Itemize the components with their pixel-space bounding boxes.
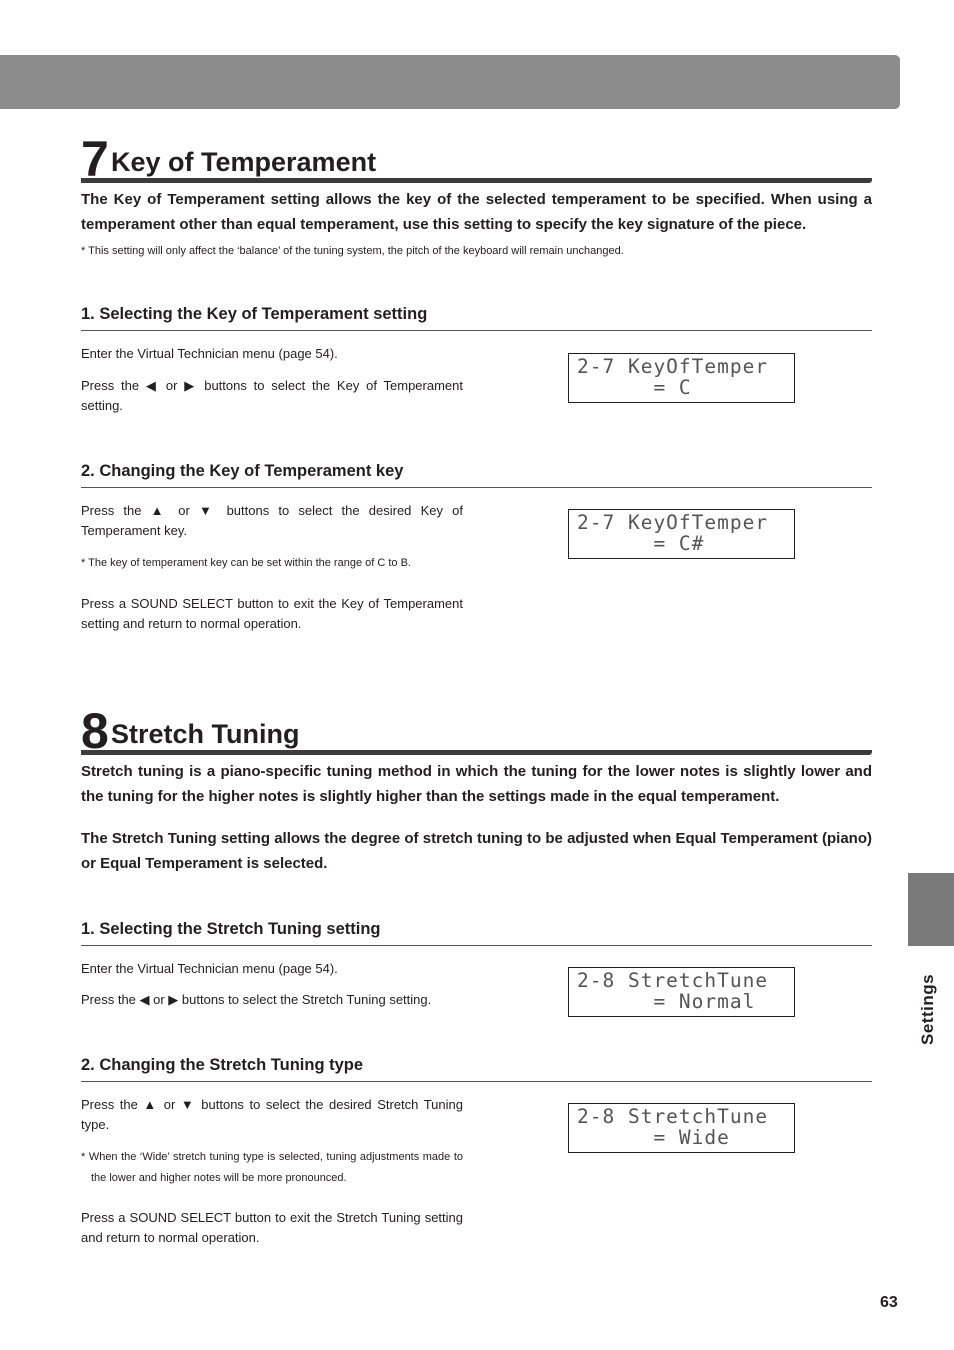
instruction-text: Press a SOUND SELECT button to exit the Stretch Tuning setting and return to normal operation. — [81, 1210, 463, 1245]
lcd-line-2: = C — [577, 376, 692, 399]
instruction-text: Press the ◀ or ▶ buttons to select the Stretch Tuning setting. — [81, 992, 432, 1007]
section-title: Key of Temperament — [111, 147, 377, 178]
instruction-note: * The key of temperament key can be set within the range of C to B. — [81, 557, 411, 569]
section-number: 7 — [81, 131, 108, 187]
instruction-text: Press the ▲ or ▼ buttons to select the desired Key of Temperament key. — [81, 503, 463, 538]
chapter-tab — [908, 873, 954, 946]
header-band — [0, 55, 900, 109]
section-7-heading — [81, 130, 872, 187]
lcd-line-1: 2-7 KeyOfTemper — [577, 355, 769, 378]
subsection-heading — [81, 917, 872, 946]
lcd-line-1: 2-8 StretchTune — [577, 1105, 769, 1128]
page-number: 63 — [880, 1294, 898, 1311]
instruction-text: Press the ▲ or ▼ buttons to select the desired Stretch Tuning type. — [81, 1097, 463, 1132]
subsection-title: 2. Changing the Key of Temperament key — [81, 462, 404, 480]
instruction-text: Press the ◀ or ▶ buttons to select the Key of Temperament setting. — [81, 378, 463, 413]
chapter-label: Settings — [918, 973, 937, 1045]
section-7-lead: The Key of Temperament setting allows the key of the selected temperament to be specified. When using a temperament other than equal temperament, use this setting to specify the key signature of the piece. — [81, 191, 872, 233]
lcd-line-1: 2-7 KeyOfTemper — [577, 511, 769, 534]
instruction-note: * When the ‘Wide’ stretch tuning type is selected, tuning adjustments made to the lower and higher notes will be more pronounced. — [81, 1151, 463, 1184]
subsection-title: 2. Changing the Stretch Tuning type — [81, 1056, 364, 1074]
subsection-heading — [81, 1053, 872, 1082]
lcd-display — [568, 509, 795, 559]
subsection-title: 1. Selecting the Stretch Tuning setting — [81, 920, 381, 938]
section-8-lead: The Stretch Tuning setting allows the degree of stretch tuning to be adjusted when Equal Temperament (piano) or Equal Temperament is selected. — [81, 830, 872, 872]
subsection-title: 1. Selecting the Key of Temperament setting — [81, 305, 428, 323]
instruction-text: Enter the Virtual Technician menu (page 54). — [81, 961, 338, 976]
lcd-line-1: 2-8 StretchTune — [577, 969, 769, 992]
lcd-display — [568, 967, 795, 1017]
section-title: Stretch Tuning — [111, 719, 300, 750]
section-8-lead: Stretch tuning is a piano-specific tuning method in which the tuning for the lower notes is slightly lower and the tuning for the higher notes is slightly higher than the settings made in the equal temperament. — [81, 763, 872, 805]
lcd-line-2: = Normal — [577, 990, 756, 1013]
instruction-text: Enter the Virtual Technician menu (page 54). — [81, 346, 338, 361]
section-8-heading — [81, 702, 872, 759]
instruction-text: Press a SOUND SELECT button to exit the Key of Temperament setting and return to normal operation. — [81, 596, 463, 631]
subsection-heading — [81, 459, 872, 488]
lcd-line-2: = Wide — [577, 1126, 730, 1149]
lcd-display — [568, 353, 795, 403]
subsection-heading — [81, 302, 872, 331]
lcd-line-2: = C# — [577, 532, 705, 555]
section-number: 8 — [81, 703, 108, 759]
lcd-display — [568, 1103, 795, 1153]
section-7-note: * This setting will only affect the ‘balance’ of the tuning system, the pitch of the keyboard will remain unchanged. — [81, 245, 624, 257]
